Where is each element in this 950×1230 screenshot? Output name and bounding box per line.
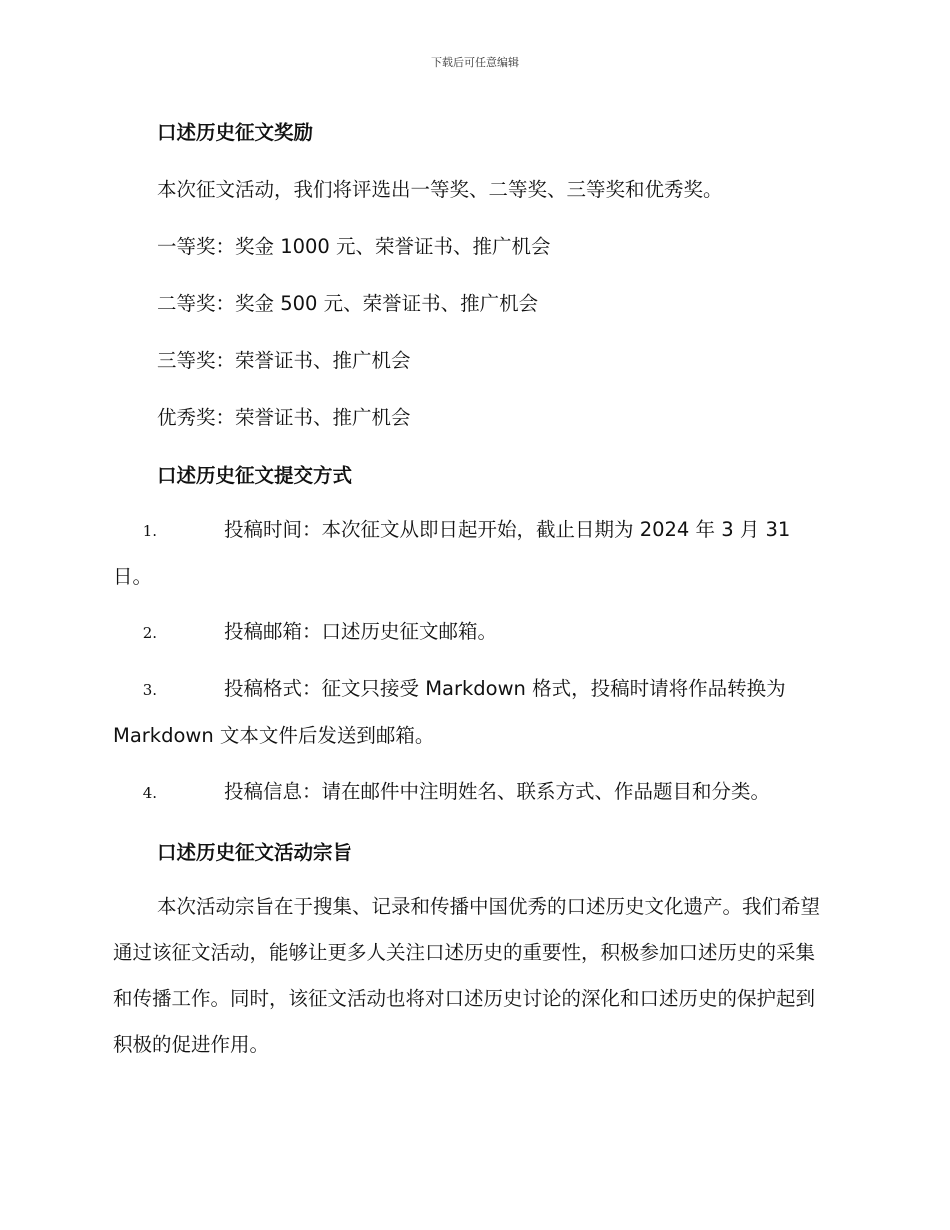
page-header: 下载后可任意编辑 [431, 56, 519, 69]
submission-item [113, 769, 833, 816]
item-text: 投稿邮箱：口述历史征文邮箱。 [224, 620, 498, 643]
item-number: 1. [142, 522, 157, 540]
submission-item [113, 609, 833, 656]
awards-intro: 本次征文活动，我们将评选出一等奖、二等奖、三等奖和优秀奖。 [157, 178, 723, 201]
item-text: 投稿信息：请在邮件中注明姓名、联系方式、作品题目和分类。 [224, 780, 771, 803]
award-second: 二等奖：奖金 500 元、荣誉证书、推广机会 [157, 292, 539, 315]
purpose-body: 本次活动宗旨在于搜集、记录和传播中国优秀的口述历史文化遗产。我们希望通过该征文活动，能够让更多人关注口述历史的重要性，积极参加口述历史的采集和传播工作。同时，该征文活动也将对口述历史讨论的深化和口述历史的保护起到积极的促进作用。 [113, 895, 821, 1056]
item-text: 投稿格式：征文只接受 Markdown 格式，投稿时请将作品转换为 Markdown 文本文件后发送到邮箱。 [113, 677, 786, 747]
item-number: 4. [142, 784, 157, 802]
submission-item [113, 666, 833, 759]
item-number: 2. [142, 624, 157, 642]
purpose-heading: 口述历史征文活动宗旨 [157, 841, 353, 864]
award-third: 三等奖：荣誉证书、推广机会 [157, 349, 411, 372]
awards-heading: 口述历史征文奖励 [157, 121, 314, 144]
item-number: 3. [142, 681, 157, 699]
item-text: 投稿时间：本次征文从即日起开始，截止日期为 2024 年 3 月 31 日。 [113, 518, 791, 588]
submission-item [113, 507, 833, 600]
submission-heading: 口述历史征文提交方式 [157, 464, 353, 487]
award-excellent: 优秀奖：荣誉证书、推广机会 [157, 406, 411, 429]
award-first: 一等奖：奖金 1000 元、荣誉证书、推广机会 [157, 235, 551, 258]
